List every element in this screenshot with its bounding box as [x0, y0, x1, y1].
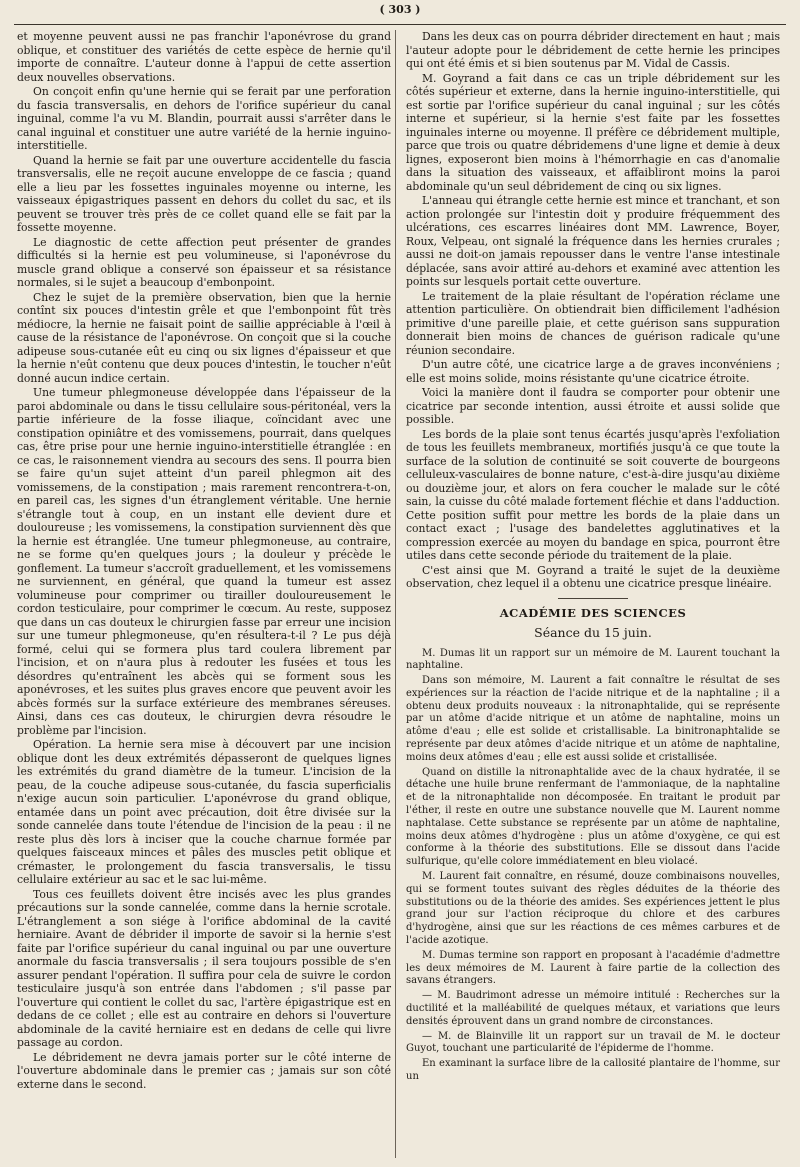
right-column	[406, 30, 780, 1086]
article-paragraph: Le diagnostic de cette affection peut présenter de grandes difficultés si la hernie est peu volumineuse, si l'aponévrose du muscle grand oblique a conservé son épaisseur et sa résistance normales, si le sujet a beaucoup d'embonpoint.	[17, 235, 391, 289]
article-paragraph: C'est ainsi que M. Goyrand a traité le sujet de la deuxième observation, chez lequel il a obtenu une cicatrice presque linéaire.	[406, 563, 780, 590]
article-paragraph: L'anneau qui étrangle cette hernie est mince et tranchant, et son action prolongée sur l'intestin doit y produire fréquemment des ulcérations, ces escarres linéaires dont MM. Lawrence, Boyer, Roux, Velpeau, ont signalé la fréquence dans les hernies crurales ; aussi ne doit-on jamais repousser dans le ventre l'anse intestinale déplacée, sans avoir attiré au-dehors et examiné avec attention les points sur lesquels portait cette ouverture.	[406, 194, 780, 288]
article-paragraph: et moyenne peuvent aussi ne pas franchir l'aponévrose du grand oblique, et constituer des variétés de cette espèce de hernie qu'il importe de connaître. L'auteur donne à l'appui de cette assertion deux nouvelles observations.	[17, 30, 391, 84]
article-paragraph: On conçoit enfin qu'une hernie qui se ferait par une perforation du fascia transversalis, en dehors de l'orifice supérieur du canal inguinal, comme l'a vu M. Blandin, pourrait aussi s'arrêter dans le canal inguinal et constituer une autre variété de la hernie inguino-interstitielle.	[17, 85, 391, 152]
report-paragraph: En examinant la surface libre de la callosité plantaire de l'homme, sur un	[406, 1058, 780, 1082]
article-paragraph: D'un autre côté, une cicatrice large a de graves inconvéniens ; elle est moins solide, moins résistante qu'une cicatrice étroite.	[406, 358, 780, 385]
article-paragraph: Dans les deux cas on pourra débrider directement en haut ; mais l'auteur adopte pour le débridement de cette hernie les principes qui ont été émis et si bien soutenus par M. Vidal de Cassis.	[406, 30, 780, 70]
article-paragraph: Chez le sujet de la première observation, bien que la hernie contînt six pouces d'intestin grêle et que l'embonpoint fût très médiocre, la hernie ne faisait point de saillie appréciable à l'œil à cause de la résistance de l'aponévrose. On conçoit que si la couche adipeuse sous-cutanée eût eu cinq ou six lignes d'épaisseur et que la hernie n'eût contenu que deux pouces d'intestin, le toucher n'eût donné aucun indice certain.	[17, 290, 391, 385]
report-paragraph: M. Dumas termine son rapport en proposant à l'académie d'admettre les deux mémoires de M. Laurent à faire partie de la collection des savans étrangers.	[406, 949, 780, 987]
header-rule	[14, 24, 786, 25]
section-heading: ACADÉMIE DES SCIENCES	[499, 605, 687, 620]
report-paragraph: — M. Baudrimont adresse un mémoire intitulé : Recherches sur la ductilité et la malléabilité de quelques métaux, et variations que leurs densités éprouvent dans un grand nombre de circonstances.	[406, 990, 780, 1027]
left-column	[17, 30, 391, 1092]
page-number: ( 303 )	[379, 3, 421, 16]
column-divider	[395, 30, 396, 1158]
report-paragraph: Dans son mémoire, M. Laurent a fait connaître le résultat de ses expériences sur la réaction de l'acide nitrique et de la naphtaline ; il a obtenu deux produits nouveaux : la nitronaphtalide, qui se représente par un atôme d'acide nitrique et un atôme de naphtaline, moins un atôme d'eau ; elle est solide et cristallisable. La binitronaphtalide se représente par deux atômes d'acide nitrique et un atôme de naphtaline, moins deux atômes d'eau ; elle est aussi solide et cristallisée.	[406, 675, 780, 763]
report-paragraph: Quand on distille la nitronaphtalide avec de la chaux hydratée, il se détache une huile brune renfermant de l'ammoniaque, de la naphtaline et de la nitronaphtalide non décomposée. En traitant le produit par l'éther, il reste en outre une substance nouvelle que M. Laurent nomme naphtalase. Cette substance se représente par un atôme de naphtaline, moins deux atômes d'hydrogène : plus un atôme d'oxygène, ce qui est conforme à la théorie des substitutions. Elle se dissout dans l'acide sulfurique, qu'elle colore immédiatement en bleu violacé.	[406, 766, 780, 868]
report-paragraph: M. Dumas lit un rapport sur un mémoire de M. Laurent touchant la naphtaline.	[406, 647, 780, 672]
article-paragraph: Le débridement ne devra jamais porter sur le côté interne de l'ouverture abdominale dans le premier cas ; jamais sur son côté externe dans le second.	[17, 1050, 391, 1091]
report-paragraph: M. Laurent fait connaître, en résumé, douze combinaisons nouvelles, qui se forment toutes suivant des règles déduites de la théorie des substitutions ou de la théorie des amides. Ses expériences jettent le plus grand jour sur l'action réciproque du chlore et des carbures d'hydrogène, ainsi que sur les réactions de ces mêmes carbures et de l'acide azotique.	[406, 871, 780, 947]
article-paragraph: Voici la manière dont il faudra se comporter pour obtenir une cicatrice par seconde intention, aussi étroite et aussi solide que possible.	[406, 386, 780, 426]
article-paragraph: Une tumeur phlegmoneuse développée dans l'épaisseur de la paroi abdominale ou dans le tissu cellulaire sous-péritonéal, vers la partie inférieure de la fosse iliaque, coïncidant avec une constipation opiniâtre et des vomissemens, pourrait, dans quelques cas, être prise pour une hernie inguino-interstitielle étranglée : en ce cas, le raisonnement viendra au secours des sens. Il pourra bien se faire qu'un sujet atteint d'un pareil phlegmon ait des vomissemens, de la constipation ; mais rarement rencontrera-t-on, en pareil cas, les signes d'un étranglement véritable. Une hernie s'étrangle tout à coup, en un instant elle devient dure et douloureuse ; les vomissemens, la constipation surviennent dès que la hernie est étranglée. Une tumeur phlegmoneuse, au contraire, ne se forme qu'en quelques jours ; la douleur y précède le gonflement. La tumeur s'accroît graduellement, et les vomissemens ne surviennent, en général, que quand la tumeur est assez volumineuse pour comprimer ou tirailler douloureusement le cordon testiculaire, pour comprimer le cœcum. Au reste, supposez que dans un cas douteux le chirurgien fasse par erreur une incision sur une tumeur phlegmoneuse, qu'en résultera-t-il ? Le pus déjà formé, celui qui se formera plus tard coulera librement par l'incision, et on n'aura plus à redouter les fusées et tous les désordres qu'entraînent les abcès qui se forment sous les aponévroses, et les suites plus graves encore que peuvent avoir les abcès formés sur la surface extérieure des membranes séreuses. Ainsi, dans ces cas douteux, le chirurgien devra résoudre le problème par l'incision.	[17, 386, 391, 737]
article-paragraph: Le traitement de la plaie résultant de l'opération réclame une attention particulière. On obtiendrait bien difficilement l'adhésion primitive d'une pareille plaie, et cette guérison sans suppuration donnerait bien moins de chances de guérison radicale qu'une réunion secondaire.	[406, 289, 780, 357]
article-paragraph: Opération. La hernie sera mise à découvert par une incision oblique dont les deux extrémités dépasseront de quelques lignes les extrémités du grand diamètre de la tumeur. L'incision de la peau, de la couche adipeuse sous-cutanée, du fascia superficialis n'exige aucun soin particulier. L'aponévrose du grand oblique, entamée dans un point avec précaution, doit être divisée sur la sonde cannelée dans toute l'étendue de l'incision de la peau : il ne reste plus dès lors à inciser que la couche charnue formée par quelques faisceaux minces et pâles des muscles petit oblique et crémaster, le prolongement du fascia transversalis, le tissu cellulaire extérieur au sac et le sac lui-même.	[17, 738, 391, 886]
article-paragraph: M. Goyrand a fait dans ce cas un triple débridement sur les côtés supérieur et externe, dans la hernie inguino-interstitielle, qui est sortie par l'orifice supérieur du canal inguinal ; sur les côtés interne et supérieur, si la hernie s'est faite par les fossettes inguinales interne ou moyenne. Il préfère ce débridement multiple, parce que trois ou quatre débridemens d'une ligne et demie à deux lignes, exposeront bien moins à l'hémorrhagie en cas d'anomalie dans la situation des vaisseaux, et affaibliront moins la paroi abdominale qu'un seul débridement de cinq ou six lignes.	[406, 71, 780, 193]
section-separator	[558, 598, 628, 599]
session-date: Séance du 15 juin.	[534, 625, 652, 640]
article-paragraph: Quand la hernie se fait par une ouverture accidentelle du fascia transversalis, elle ne reçoit aucune enveloppe de ce fascia ; quand elle a lieu par les fossettes inguinales moyenne ou interne, les vaisseaux épigastriques passent en dehors du collet du sac, et ils peuvent se trouver très près de ce collet quand elle se fait par la fossette moyenne.	[17, 153, 391, 234]
report-paragraph: — M. de Blainville lit un rapport sur un travail de M. le docteur Guyot, touchant une particularité de l'épiderme de l'homme.	[406, 1030, 780, 1055]
article-paragraph: Les bords de la plaie sont tenus écartés jusqu'après l'exfoliation de tous les feuillets membraneux, mortifiés jusqu'à ce que toute la surface de la solution de continuité se soit couverte de bourgeons celluleux-vasculaires de bonne nature, c'est-à-dire jusqu'au dixième ou douzième jour, et alors on fera coucher le malade sur le côté sain, la cuisse du côté malade fortement fléchie et dans l'adduction. Cette position suffit pour mettre les bords de la plaie dans un contact exact ; l'usage des bandelettes agglutinatives et la compression exercée au moyen du bandage en spica, pourront être utiles dans cette seconde période du traitement de la plaie.	[406, 427, 780, 562]
article-paragraph: Tous ces feuillets doivent être incisés avec les plus grandes précautions sur la sonde cannelée, comme dans la hernie scrotale. L'étranglement a son siége à l'orifice abdominal de la cavité herniaire. Avant de débrider il importe de savoir si la hernie s'est faite par l'orifice supérieur du canal inguinal ou par une ouverture anormale du fascia transversalis ; il sera toujours possible de s'en assurer pendant l'opération. Il suffira pour cela de suivre le cordon testiculaire jusqu'à son entrée dans l'abdomen ; s'il passe par l'ouverture qui contient le collet du sac, l'artère épigastrique est en dedans de ce collet ; elle est au contraire en dehors si l'ouverture abdominale de la cavité herniaire est en dedans de celle qui livre passage au cordon.	[17, 887, 391, 1049]
